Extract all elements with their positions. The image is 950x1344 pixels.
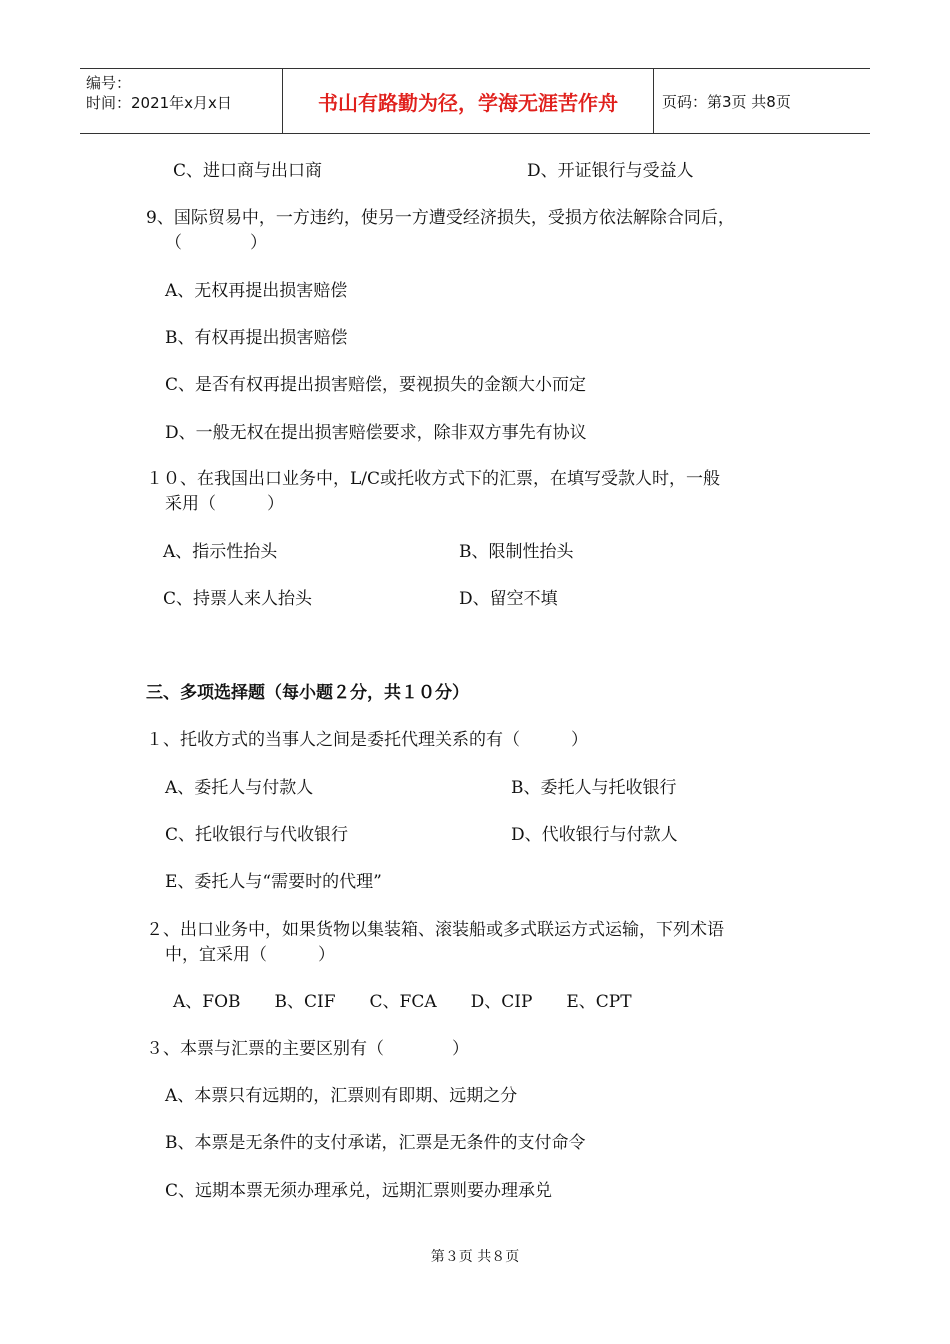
option-line: D、开证银行与受益人 bbox=[527, 161, 694, 181]
option-line: A、FOB B、CIF C、FCA D、CIP E、CPT bbox=[173, 992, 632, 1012]
option-line: A、本票只有远期的，汇票则有即期、远期之分 bbox=[165, 1086, 518, 1106]
option-line: C、进口商与出口商 bbox=[173, 161, 323, 181]
page-header bbox=[80, 68, 870, 134]
option-line: A、无权再提出损害赔偿 bbox=[165, 281, 348, 301]
option-line: C、托收银行与代收银行 bbox=[165, 825, 349, 845]
option-line: B、委托人与托收银行 bbox=[511, 778, 677, 798]
section-heading: 三、多项选择题（每小题２分，共１０分） bbox=[146, 683, 469, 703]
question-line: １０、在我国出口业务中，L/C或托收方式下的汇票，在填写受款人时，一般 bbox=[146, 469, 721, 489]
option-line: E、委托人与“需要时的代理” bbox=[165, 872, 382, 892]
option-line: B、本票是无条件的支付承诺，汇票是无条件的支付命令 bbox=[165, 1133, 586, 1153]
header-motto: 书山有路勤为径，学海无涯苦作舟 bbox=[282, 69, 654, 133]
page-footer: 第３页 共８页 bbox=[430, 1249, 520, 1265]
option-line: A、委托人与付款人 bbox=[165, 778, 314, 798]
option-line: B、限制性抬头 bbox=[459, 542, 574, 562]
option-line: D、代收银行与付款人 bbox=[511, 825, 678, 845]
option-line: C、持票人来人抬头 bbox=[163, 589, 313, 609]
option-line: B、有权再提出损害赔偿 bbox=[165, 328, 348, 348]
time-label: 时间：2021年x月x日 bbox=[86, 94, 232, 112]
question-line: ２、出口业务中，如果货物以集装箱、滚装船或多式联运方式运输，下列术语 bbox=[146, 920, 724, 940]
header-meta bbox=[80, 69, 282, 133]
question-line: （ ） bbox=[165, 233, 267, 253]
option-line: C、远期本票无须办理承兑，远期汇票则要办理承兑 bbox=[165, 1181, 553, 1201]
option-line: D、一般无权在提出损害赔偿要求，除非双方事先有协议 bbox=[165, 423, 587, 443]
option-line: A、指示性抬头 bbox=[163, 542, 278, 562]
option-line: D、留空不填 bbox=[459, 589, 558, 609]
question-line: 采用（ ） bbox=[165, 494, 284, 514]
header-page-info: 页码：第3页 共8页 bbox=[662, 92, 791, 111]
number-label: 编号： bbox=[86, 74, 132, 92]
question-line: 9、国际贸易中，一方违约，使另一方遭受经济损失，受损方依法解除合同后， bbox=[146, 208, 735, 228]
question-line: 中，宜采用（ ） bbox=[165, 945, 335, 965]
option-line: C、是否有权再提出损害赔偿，要视损失的金额大小而定 bbox=[165, 375, 587, 395]
question-line: １、托收方式的当事人之间是委托代理关系的有（ ） bbox=[146, 730, 588, 750]
question-line: ３、本票与汇票的主要区别有（ ） bbox=[146, 1039, 469, 1059]
